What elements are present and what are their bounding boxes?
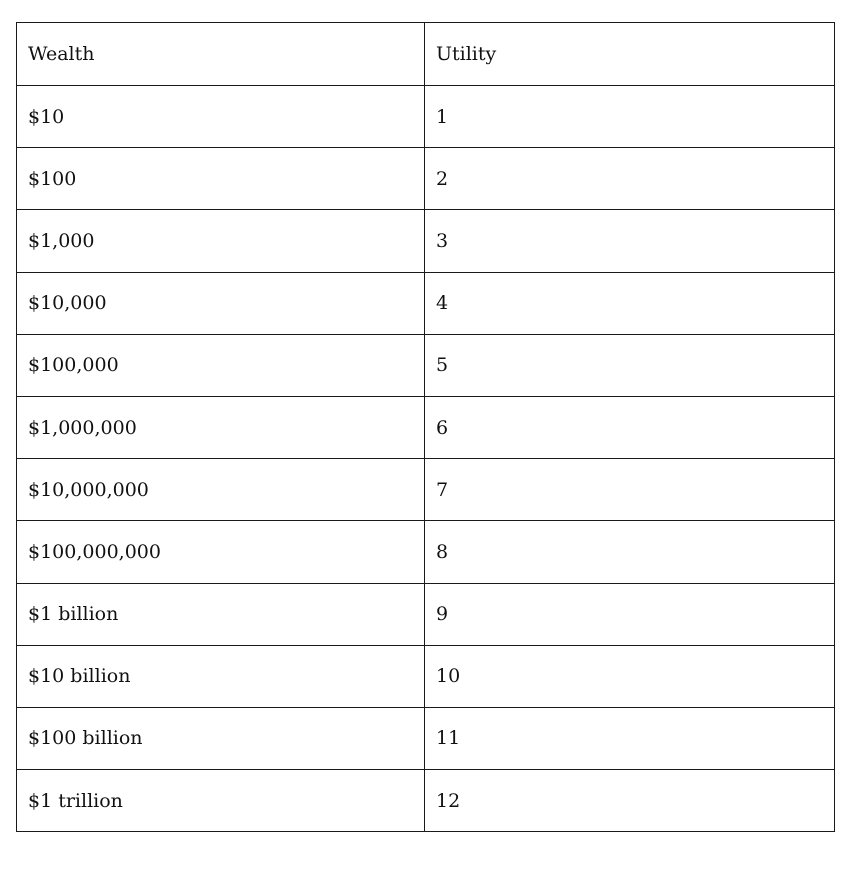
cell-wealth: $100,000 [17, 334, 425, 396]
table-row [17, 210, 835, 272]
cell-utility: 1 [425, 86, 835, 148]
cell-wealth: $1 billion [17, 583, 425, 645]
table-row [17, 459, 835, 521]
cell-utility: 11 [425, 707, 835, 769]
cell-wealth: $1,000 [17, 210, 425, 272]
table-header-row [17, 23, 835, 86]
cell-utility: 9 [425, 583, 835, 645]
table-row [17, 396, 835, 458]
table-row [17, 148, 835, 210]
cell-wealth: $100 billion [17, 707, 425, 769]
cell-utility: 8 [425, 521, 835, 583]
cell-wealth: $10 billion [17, 645, 425, 707]
table-row [17, 334, 835, 396]
table-row [17, 521, 835, 583]
cell-wealth: $100,000,000 [17, 521, 425, 583]
table-body [17, 86, 835, 832]
wealth-utility-table-container [16, 22, 834, 832]
header-utility: Utility [425, 23, 835, 86]
cell-utility: 5 [425, 334, 835, 396]
table-row [17, 645, 835, 707]
table-row [17, 272, 835, 334]
table-row [17, 583, 835, 645]
cell-utility: 6 [425, 396, 835, 458]
table-row [17, 770, 835, 832]
cell-utility: 12 [425, 770, 835, 832]
cell-utility: 10 [425, 645, 835, 707]
cell-wealth: $10,000 [17, 272, 425, 334]
cell-wealth: $1,000,000 [17, 396, 425, 458]
cell-utility: 7 [425, 459, 835, 521]
cell-wealth: $10 [17, 86, 425, 148]
cell-wealth: $10,000,000 [17, 459, 425, 521]
cell-utility: 4 [425, 272, 835, 334]
table-row [17, 707, 835, 769]
cell-wealth: $1 trillion [17, 770, 425, 832]
header-wealth: Wealth [17, 23, 425, 86]
wealth-utility-table [16, 22, 835, 832]
cell-wealth: $100 [17, 148, 425, 210]
cell-utility: 3 [425, 210, 835, 272]
table-row [17, 86, 835, 148]
cell-utility: 2 [425, 148, 835, 210]
